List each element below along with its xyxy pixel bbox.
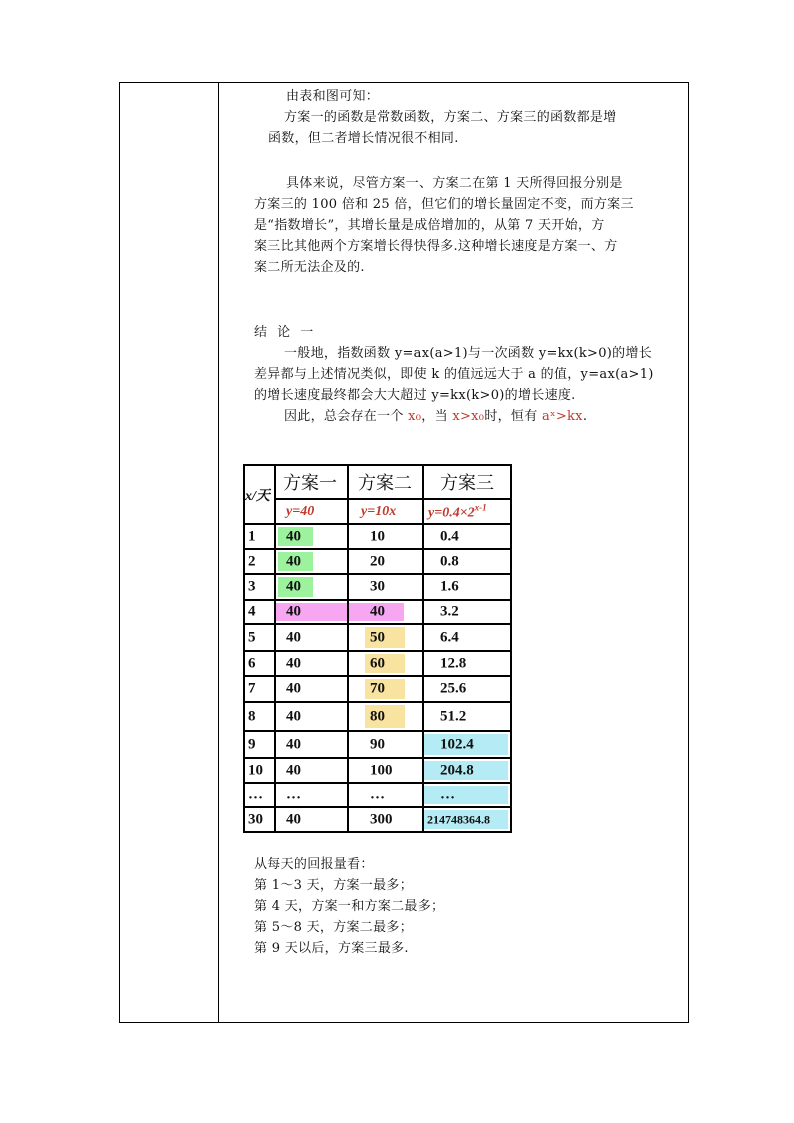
plan-3-cell — [423, 524, 511, 549]
cell-value: 5 — [248, 629, 256, 645]
cell-value: 50 — [370, 629, 385, 645]
plan-3-cell — [423, 600, 511, 624]
day-cell — [244, 574, 275, 600]
day-cell — [244, 758, 275, 783]
plan-3-cell — [423, 574, 511, 600]
cell-value: 10 — [370, 528, 385, 544]
cell-value: 0.4 — [440, 528, 459, 544]
cell-value: 20 — [370, 553, 385, 569]
plan-1-cell — [275, 758, 348, 783]
cell-value: 12.8 — [440, 655, 467, 671]
plan-3-cell — [423, 624, 511, 651]
table-row — [244, 676, 511, 702]
plan-3-cell — [423, 807, 511, 832]
paragraph-1-line-1: 方案一的函数是常数函数，方案二、方案三的函数都是增 — [284, 110, 617, 125]
formula-plan-3: $y=0.4\times 2^{x-1}$ — [423, 499, 511, 524]
plan-2-cell — [348, 524, 423, 549]
plan-3-cell — [423, 676, 511, 702]
plan-3-cell — [423, 549, 511, 574]
cell-value: 40 — [286, 811, 301, 827]
plan-2-cell — [348, 758, 423, 783]
summary-line-2: 第 4 天，方案一和方案二最多； — [254, 899, 445, 914]
cell-value: 40 — [286, 553, 301, 569]
table-row — [244, 549, 511, 574]
formula-plan-2: y=10x — [348, 499, 423, 524]
header-plan-2: 方案二 — [348, 465, 423, 499]
paragraph-2-line-4: 案三比其他两个方案增长得快得多.这种增长速度是方案一、方 — [254, 239, 618, 254]
cell-value: 40 — [370, 603, 385, 620]
cell-value: 0.8 — [440, 553, 459, 569]
paragraph-2-line-1: 具体来说，尽管方案一、方案二在第 1 天所得回报分别是 — [286, 176, 623, 191]
table-header-row — [244, 465, 511, 499]
plan-1-cell — [275, 600, 348, 624]
table-row — [244, 624, 511, 651]
cell-value: 10 — [248, 762, 263, 778]
cell-value: 40 — [286, 736, 301, 752]
cell-value: 9 — [248, 736, 256, 752]
cell-value: 70 — [370, 680, 385, 697]
table-row — [244, 651, 511, 676]
summary-line-4: 第 9 天以后，方案三最多. — [254, 941, 409, 956]
cell-value: 40 — [286, 655, 301, 671]
plan-3-cell — [423, 783, 511, 807]
plan-2-cell — [348, 651, 423, 676]
table-row — [244, 807, 511, 832]
cell-value: 80 — [370, 708, 385, 724]
cell-value: 2 — [248, 553, 256, 569]
cell-value: 40 — [286, 528, 301, 544]
conclusion-line-1: 一般地，指数函数 y=ax(a>1)与一次函数 y=kx(k>0)的增长 — [284, 346, 653, 361]
plan-1-cell — [275, 549, 348, 574]
cell-value: 51.2 — [440, 708, 467, 724]
inequality-ax-gt-kx: aˣ>kx — [541, 409, 583, 424]
plan-1-cell — [275, 731, 348, 758]
cell-value: 300 — [370, 811, 393, 827]
table-row — [244, 731, 511, 758]
plan-3-cell — [423, 651, 511, 676]
day-cell — [244, 783, 275, 807]
paragraph-1-line-2: 函数，但二者增长情况很不相同. — [268, 131, 459, 146]
cell-value: 25.6 — [440, 680, 467, 697]
condition-x-gt-x0: x>x₀ — [452, 409, 485, 424]
cell-value: 8 — [248, 708, 256, 724]
cell-value: 7 — [248, 680, 256, 697]
cell-value: … — [286, 786, 301, 803]
conclusion-line-4-part-a: 因此，总会存在一个 — [284, 409, 409, 424]
paragraph-2-line-3: 是“指数增长”，其增长量是成倍增加的，从第 7 天开始，方 — [254, 218, 605, 233]
table-row — [244, 574, 511, 600]
day-cell — [244, 651, 275, 676]
cell-value: 3 — [248, 578, 256, 595]
cell-value: … — [370, 786, 385, 803]
plan-2-cell — [348, 600, 423, 624]
plan-1-cell — [275, 676, 348, 702]
cell-value: 30 — [370, 578, 385, 595]
plan-3-cell — [423, 702, 511, 731]
plan-2-cell — [348, 574, 423, 600]
cell-value: 6.4 — [440, 629, 459, 645]
plan-1-cell — [275, 651, 348, 676]
table-row — [244, 758, 511, 783]
header-plan-1: 方案一 — [275, 465, 348, 499]
header-plan-3: 方案三 — [423, 465, 511, 499]
cell-highlight — [424, 786, 508, 804]
day-cell — [244, 524, 275, 549]
day-cell — [244, 702, 275, 731]
plan-2-cell — [348, 807, 423, 832]
day-cell — [244, 600, 275, 624]
cell-value: 30 — [248, 811, 263, 827]
plan-2-cell — [348, 676, 423, 702]
cell-value: … — [248, 786, 263, 803]
intro-line: 由表和图可知： — [286, 89, 380, 104]
cell-value: 102.4 — [440, 736, 474, 752]
plan-2-cell — [348, 624, 423, 651]
table-row — [244, 783, 511, 807]
summary-line-3: 第 5～8 天，方案二最多； — [254, 920, 414, 935]
conclusion-title: 结 论 一 — [254, 325, 317, 340]
plan-3-cell — [423, 731, 511, 758]
header-day: x/天 — [244, 465, 275, 524]
plan-2-cell — [348, 549, 423, 574]
comparison-table — [243, 464, 512, 833]
table-row — [244, 600, 511, 624]
conclusion-line-2: 差异都与上述情况类似，即使 k 的值远远大于 a 的值，y=ax(a>1) — [254, 367, 654, 382]
plan-1-cell — [275, 574, 348, 600]
conclusion-line-3: 的增长速度最终都会大大超过 y=kx(k>0)的增长速度. — [254, 388, 576, 403]
cell-value: 40 — [286, 578, 301, 595]
plan-1-cell — [275, 807, 348, 832]
day-cell — [244, 807, 275, 832]
conclusion-line-4-part-c: 时，恒有 — [484, 409, 542, 424]
day-cell — [244, 624, 275, 651]
paragraph-2-line-5: 案二所无法企及的. — [254, 260, 365, 275]
summary-line-1: 第 1～3 天，方案一最多； — [254, 878, 414, 893]
plan-2-cell — [348, 783, 423, 807]
cell-value: 40 — [286, 680, 301, 697]
formula-plan-1: y=40 — [275, 499, 348, 524]
cell-value: 204.8 — [440, 762, 474, 778]
table-row — [244, 524, 511, 549]
cell-value: 4 — [248, 603, 256, 620]
cell-value: 214748364.8 — [427, 812, 490, 826]
plan-1-cell — [275, 783, 348, 807]
table-row — [244, 702, 511, 731]
column-divider — [218, 83, 219, 1022]
cell-value: 60 — [370, 655, 385, 671]
cell-value: 6 — [248, 655, 256, 671]
plan-1-cell — [275, 624, 348, 651]
paragraph-2-line-2: 方案三的 100 倍和 25 倍，但它们的增长量固定不变，而方案三 — [254, 197, 634, 212]
day-cell — [244, 731, 275, 758]
plan-2-cell — [348, 731, 423, 758]
cell-value: 40 — [286, 762, 301, 778]
plan-2-cell — [348, 702, 423, 731]
cell-value: … — [440, 786, 455, 803]
cell-value: 1 — [248, 528, 256, 544]
day-cell — [244, 549, 275, 574]
conclusion-line-4-part-d: . — [582, 409, 588, 424]
cell-value: 40 — [286, 708, 301, 724]
conclusion-line-4-part-b: ，当 — [421, 409, 453, 424]
cell-value: 40 — [286, 629, 301, 645]
plan-1-cell — [275, 702, 348, 731]
day-cell — [244, 676, 275, 702]
page-frame — [119, 82, 689, 1023]
cell-value: 40 — [286, 603, 301, 620]
plan-3-cell — [423, 758, 511, 783]
cell-value: 1.6 — [440, 578, 459, 595]
x0-symbol: x₀ — [408, 409, 422, 424]
cell-value: 90 — [370, 736, 385, 752]
cell-value: 3.2 — [440, 603, 459, 620]
table-formula-row — [244, 499, 511, 524]
cell-value: 100 — [370, 762, 393, 778]
summary-title: 从每天的回报量看： — [254, 857, 374, 872]
conclusion-line-4 — [284, 406, 587, 427]
plan-1-cell — [275, 524, 348, 549]
